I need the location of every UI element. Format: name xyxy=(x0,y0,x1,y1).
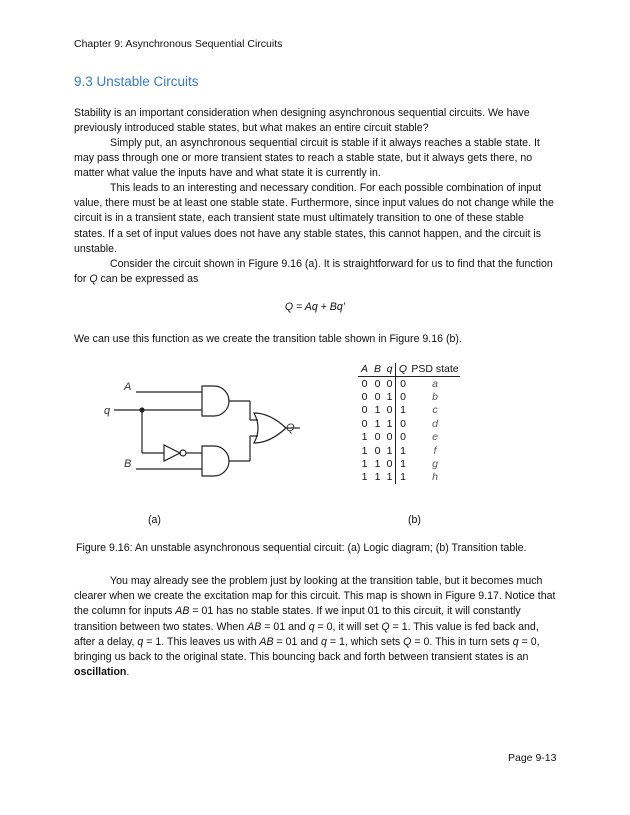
table-cell: 1 xyxy=(384,444,396,457)
table-cell: 1 xyxy=(384,471,396,484)
table-header: PSD state xyxy=(411,363,459,375)
table-cell: 0 xyxy=(361,417,368,430)
table-cell: a xyxy=(432,377,438,390)
table-cell: 0 xyxy=(400,391,406,404)
table-row xyxy=(358,390,460,403)
table-header: B xyxy=(371,363,384,377)
table-cell: e xyxy=(432,431,438,444)
table-cell: 1 xyxy=(384,390,396,403)
table-cell: f xyxy=(433,444,437,457)
table-row xyxy=(358,404,460,417)
table-cell: 1 xyxy=(374,458,381,471)
table-cell: 0 xyxy=(384,404,396,417)
logic-diagram xyxy=(100,368,320,486)
table-cell: 1 xyxy=(361,471,368,484)
or-gate xyxy=(254,413,286,443)
table-cell: 1 xyxy=(400,471,406,484)
table-cell: 0 xyxy=(374,431,381,444)
table-cell: 0 xyxy=(374,377,381,390)
table-header: q xyxy=(384,363,396,377)
figure-label-b: (b) xyxy=(408,514,421,526)
table-cell: 1 xyxy=(374,404,381,417)
table-row xyxy=(358,457,460,470)
paragraph-5: We can use this function as we create the transition table shown in Figure 9.16 (b). xyxy=(74,333,462,345)
paragraph-2: Simply put, an asynchronous sequential circuit is stable if it always reaches a stable state. It may pass through one or more transient states to reach a stable state, but it always gets there, no matter what value the inputs have and what state it is currently in. xyxy=(74,137,540,180)
section-title: 9.3 Unstable Circuits xyxy=(74,74,199,89)
table-cell: 0 xyxy=(384,457,396,470)
and-gate-bottom xyxy=(202,446,229,476)
table-cell: d xyxy=(432,417,438,430)
table-cell: c xyxy=(432,404,438,417)
transition-table xyxy=(358,363,460,484)
table-cell: b xyxy=(432,391,438,404)
table-cell: 1 xyxy=(384,417,396,430)
table-header: A xyxy=(358,363,371,377)
paragraph-3: This leads to an interesting and necessary condition. For each possible combination of input value, there must be at least one stable state. Furthermore, since input values do not change while the circuit is in a transient state, each transient state must ultimately transition to one of these stable states. If a set of input values does not have any stable states, this cannot happen, and the circuit is unstable. xyxy=(74,182,554,255)
table-cell: 0 xyxy=(400,377,406,390)
page-header: Chapter 9: Asynchronous Sequential Circuits xyxy=(74,38,283,50)
table-cell: 1 xyxy=(374,471,381,484)
table-row xyxy=(358,431,460,444)
table-row xyxy=(358,417,460,430)
figure-label-a: (a) xyxy=(148,514,161,526)
not-gate xyxy=(164,445,180,461)
table-cell: 1 xyxy=(400,458,406,471)
page-footer: Page 9-13 xyxy=(508,752,557,764)
label-a: A xyxy=(124,381,132,393)
table-cell: 0 xyxy=(400,417,406,430)
table-header: Q xyxy=(396,363,411,377)
figure-caption: Figure 9.16: An unstable asynchronous sequential circuit: (a) Logic diagram; (b) Transition table. xyxy=(76,542,527,554)
label-b: B xyxy=(124,458,132,470)
table-cell: 0 xyxy=(374,444,381,457)
paragraph-6: You may already see the problem just by looking at the transition table, but it becomes much clearer when we create the excitation map for this circuit. This map is shown in Figure 9.17. Notice that the column for inputs AB = 01 has no stable states. If we input 01 to this circuit, it will constantly transition between two states. When AB = 01 and q = 0, it will set Q = 1. This value is fed back and, after a delay, q = 1. This leaves us with AB = 01 and q = 1, which sets Q = 0. This in turn sets q = 0, bringing us back to the original state. This bouncing back and forth between transient states is an oscillation. xyxy=(74,575,556,679)
table-cell: g xyxy=(432,458,438,471)
table-row xyxy=(358,471,460,484)
table-cell: 0 xyxy=(384,377,396,391)
table-cell: 1 xyxy=(361,458,368,471)
table-row xyxy=(358,444,460,457)
paragraph-1: Stability is an important consideration when designing asynchronous sequential circuits. We have previously introduced stable states, but what makes an entire circuit stable? xyxy=(74,107,530,135)
table-cell: 0 xyxy=(361,404,368,417)
table-cell: 0 xyxy=(361,377,368,390)
table-cell: h xyxy=(432,471,438,484)
table-cell: 0 xyxy=(384,431,396,444)
table-cell: 0 xyxy=(361,391,368,404)
label-output-q: Q xyxy=(286,422,295,434)
and-gate-top xyxy=(202,386,229,416)
table-cell: 1 xyxy=(400,404,406,417)
label-q: q xyxy=(104,405,111,417)
table-cell: 0 xyxy=(400,431,406,444)
junction-dot xyxy=(139,407,144,412)
equation: Q = Aq + Bq’ xyxy=(284,301,346,313)
table-cell: 0 xyxy=(374,391,381,404)
table-row xyxy=(358,377,460,391)
table-cell: 1 xyxy=(361,431,368,444)
table-cell: 1 xyxy=(361,444,368,457)
table-cell: 1 xyxy=(374,417,381,430)
paragraph-4: Consider the circuit shown in Figure 9.16 (a). It is straightforward for us to find that the function for Q can be expressed as xyxy=(74,258,553,286)
table-cell: 1 xyxy=(400,444,406,457)
